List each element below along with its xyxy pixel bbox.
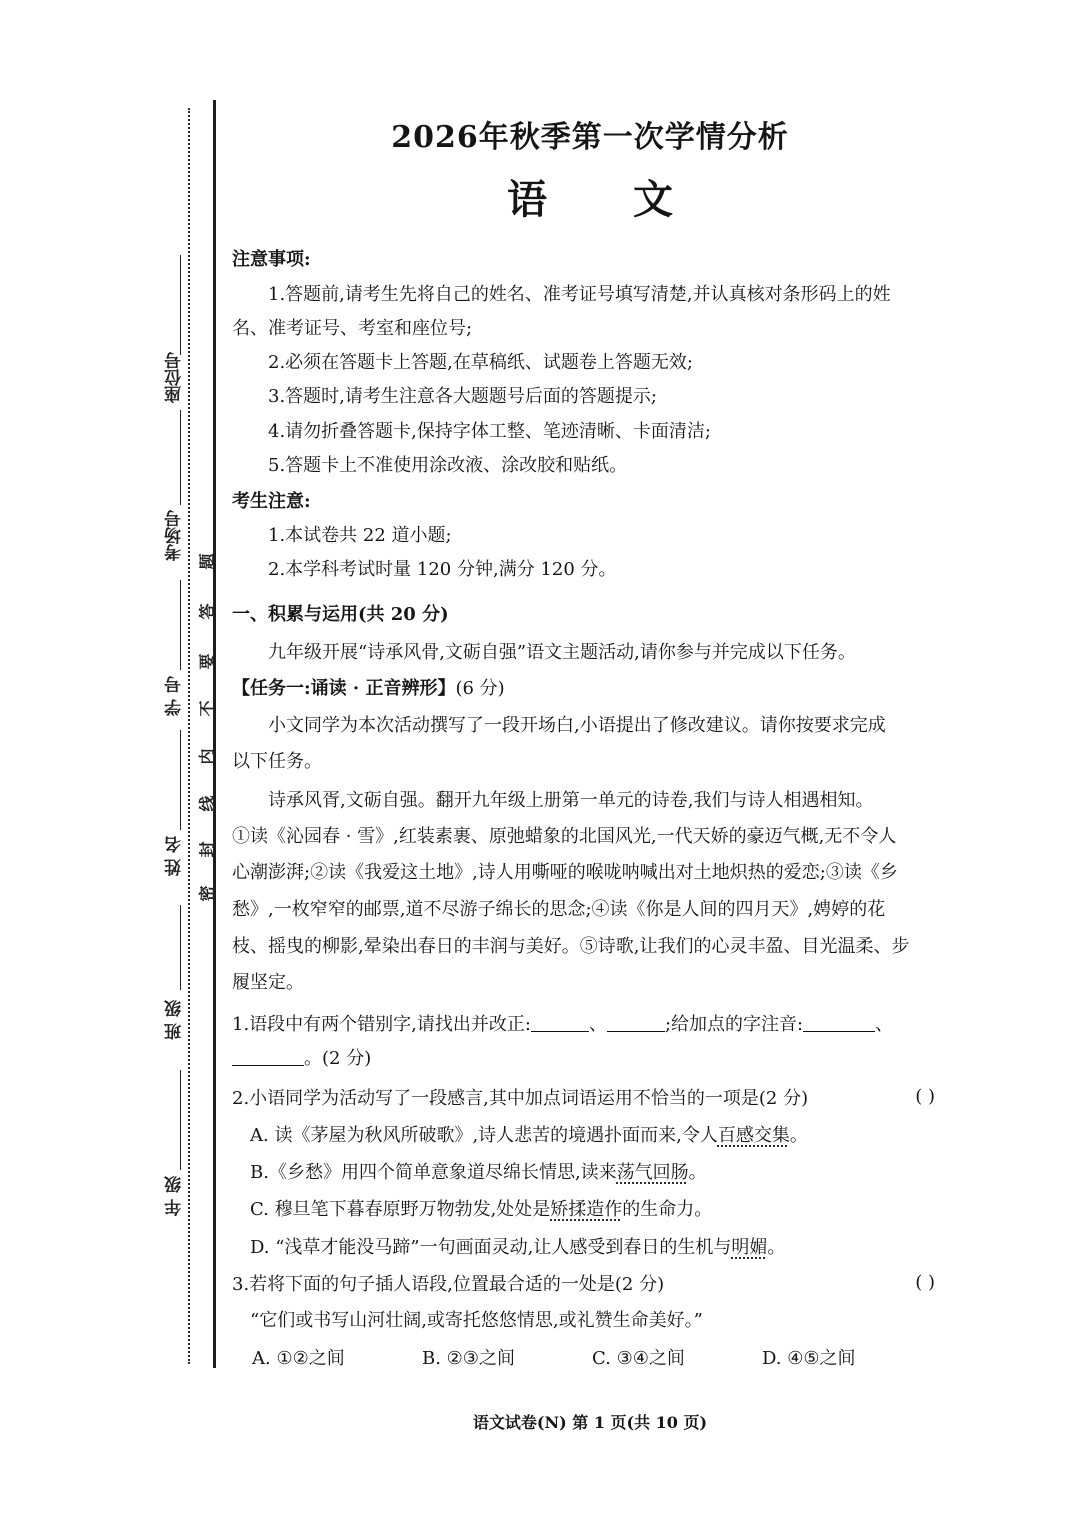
task-intro: 小文同学为本次活动撰写了一段开场白,小语提出了修改建议。请你按要求完成 bbox=[268, 715, 886, 736]
grade-line bbox=[180, 1070, 181, 1170]
option-text: 。 bbox=[789, 1125, 808, 1146]
candidate-notice-heading: 考生注意: bbox=[232, 491, 311, 512]
binding-solid-rule bbox=[213, 100, 216, 1368]
notice-item: 名、准考证号、考室和座位号; bbox=[232, 318, 473, 339]
notice-item: 4.请勿折叠答题卡,保持字体工整、笔迹清晰、卡面清洁; bbox=[268, 421, 711, 442]
question-3-quote: “它们或书写山河壮阔,或寄托悠悠情思,或礼赞生命美好。” bbox=[250, 1310, 703, 1331]
passage-line: 枝、摇曳的柳影,晕染出春日的丰润与美好。⑤诗歌,让我们的心灵丰盈、目光温柔、步 bbox=[232, 936, 910, 957]
passage-line: 诗承风胥,文砺自强。翻开九年级上册第一单元的诗卷,我们与诗人相遇相知。 bbox=[268, 790, 874, 811]
name-line bbox=[180, 730, 181, 830]
binding-dotted-rule bbox=[188, 108, 190, 1364]
page-footer: 语文试卷(N) 第 1 页(共 10 页) bbox=[472, 1413, 708, 1432]
candidate-notice-item: 1.本试卷共 22 道小题; bbox=[268, 525, 452, 546]
dotted-word: 荡气回肠 bbox=[616, 1162, 689, 1183]
class-line bbox=[180, 905, 181, 990]
blank-separator: 、 bbox=[588, 1014, 607, 1035]
answer-paren[interactable]: ( ) bbox=[915, 1086, 935, 1107]
question-3-stem: 3.若将下面的句子插人语段,位置最合适的一处是(2 分) bbox=[232, 1274, 665, 1295]
dotted-word: 明媚 bbox=[731, 1237, 768, 1258]
answer-paren[interactable]: ( ) bbox=[915, 1272, 935, 1293]
option-text: 。 bbox=[688, 1162, 707, 1183]
notice-item: 1.答题前,请考生先将自己的姓名、准考证号填写清楚,并认真核对条形码上的姓 bbox=[268, 284, 891, 305]
room-number-line bbox=[180, 410, 181, 505]
question-3-options bbox=[252, 1344, 932, 1370]
option-b[interactable] bbox=[250, 1160, 962, 1186]
seal-char: 答 bbox=[197, 603, 217, 620]
blank-separator: 、 bbox=[875, 1014, 894, 1035]
option-d[interactable] bbox=[250, 1235, 962, 1261]
seal-char: 内 bbox=[197, 748, 217, 765]
option-text: 的生命力。 bbox=[622, 1199, 713, 1220]
question-2-stem: 2.小语同学为活动写了一段感言,其中加点词语运用不恰当的一项是(2 分) bbox=[232, 1088, 809, 1109]
seal-char: 题 bbox=[197, 553, 217, 570]
task-title: 【任务一:诵读 · 正音辨形】 bbox=[232, 678, 456, 699]
seal-char: 封 bbox=[197, 841, 217, 858]
passage-line: 愁》,一枚窄窄的邮票,道不尽游子绵长的思念;④读《你是人间的四月天》,娉婷的花 bbox=[232, 899, 886, 920]
subject-title: 语 文 bbox=[507, 176, 709, 223]
notice-item: 2.必须在答题卡上答题,在草稿纸、试题卷上答题无效; bbox=[268, 352, 693, 373]
dotted-word: 矫揉造作 bbox=[550, 1199, 623, 1220]
section-heading: 一、积累与运用(共 20 分) bbox=[232, 604, 449, 625]
task-intro: 以下任务。 bbox=[232, 751, 322, 772]
candidate-notice-item: 2.本学科考试时量 120 分钟,满分 120 分。 bbox=[268, 559, 617, 580]
section-intro: 九年级开展“诗承风骨,文砺自强”语文主题活动,请你参与并完成以下任务。 bbox=[268, 642, 856, 663]
name-label: 姓 名 bbox=[165, 836, 185, 876]
notice-item: 5.答题卡上不准使用涂改液、涂改胶和贴纸。 bbox=[268, 455, 628, 476]
option-text: C. 穆旦笔下暮春原野万物勃发,处处是 bbox=[250, 1199, 551, 1220]
student-id-line bbox=[180, 580, 181, 670]
question-1-stem-part2: ;给加点的字注音: bbox=[664, 1014, 804, 1035]
option-c[interactable]: C. ③④之间 bbox=[592, 1348, 685, 1369]
passage-line: 履坚定。 bbox=[232, 972, 304, 993]
option-text: 。 bbox=[767, 1237, 786, 1258]
option-text: D. “浅草才能没马蹄”一句画面灵动,让人感受到春日的生机与 bbox=[250, 1237, 732, 1258]
seal-char: 不 bbox=[197, 700, 217, 717]
passage-line: 心潮澎湃;②读《我爱这土地》,诗人用嘶哑的喉咙呐喊出对土地炽热的爱恋;③读《乡 bbox=[232, 862, 898, 883]
answer-blank[interactable] bbox=[803, 1013, 875, 1032]
answer-blank[interactable] bbox=[232, 1047, 304, 1066]
dotted-word: 百感交集 bbox=[717, 1125, 790, 1146]
grade-label: 年 级 bbox=[165, 1176, 185, 1216]
question-1 bbox=[232, 1012, 944, 1038]
seat-number-label: 座位号 bbox=[165, 352, 185, 403]
seat-number-line bbox=[180, 255, 181, 355]
option-a[interactable] bbox=[250, 1123, 962, 1149]
question-1-cont bbox=[232, 1046, 944, 1072]
exam-title: 2026年秋季第一次学情分析 bbox=[391, 120, 789, 155]
option-d[interactable]: D. ④⑤之间 bbox=[762, 1348, 856, 1369]
answer-blank[interactable] bbox=[607, 1013, 665, 1032]
room-number-label: 考场号 bbox=[165, 510, 185, 561]
question-1-end: 。(2 分) bbox=[304, 1048, 372, 1069]
task-heading bbox=[232, 676, 944, 702]
question-1-stem: 1.语段中有两个错别字,请找出并改正: bbox=[232, 1014, 531, 1035]
option-text: B.《乡愁》用四个简单意象道尽绵长情思,读来 bbox=[250, 1162, 617, 1183]
notice-heading: 注意事项: bbox=[232, 249, 311, 270]
task-score: (6 分) bbox=[455, 678, 505, 699]
option-a[interactable]: A. ①②之间 bbox=[252, 1348, 345, 1369]
student-id-label: 学 号 bbox=[165, 676, 185, 716]
option-text: A. 读《茅屋为秋风所破歌》,诗人悲苦的境遇扑面而来,令人 bbox=[250, 1125, 718, 1146]
class-label: 班 级 bbox=[165, 1000, 185, 1040]
option-c[interactable] bbox=[250, 1197, 962, 1223]
passage-line: ①读《沁园春 · 雪》,红装素裹、原弛蜡象的北国风光,一代天娇的豪迈气概,无不令人 bbox=[232, 826, 897, 847]
seal-char: 线 bbox=[197, 795, 217, 812]
answer-blank[interactable] bbox=[531, 1013, 589, 1032]
option-b[interactable]: B. ②③之间 bbox=[422, 1348, 515, 1369]
notice-item: 3.答题时,请考生注意各大题题号后面的答题提示; bbox=[268, 386, 657, 407]
seal-char: 密 bbox=[197, 885, 217, 902]
seal-char: 要 bbox=[197, 653, 217, 670]
